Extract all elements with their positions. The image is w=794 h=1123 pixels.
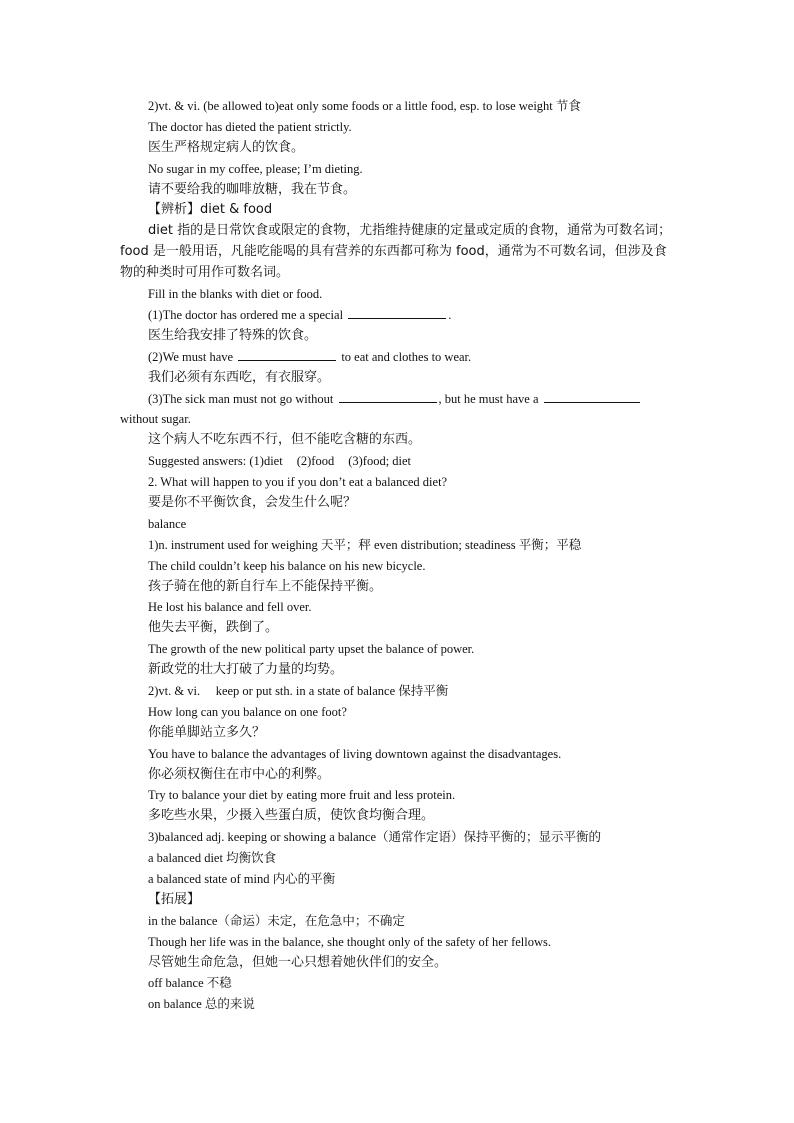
exercise-continuation: without sugar. [120, 412, 191, 427]
translation-line: 新政党的壮大打破了力量的均势。 [148, 662, 344, 678]
translation-line: 我们必须有东西吃，有衣服穿。 [148, 369, 331, 385]
translation-line: 请不要给我的咖啡放糖，我在节食。 [148, 181, 357, 197]
exercise-text: (1)The doctor has ordered me a special [148, 307, 344, 322]
exercise-text: , but he must have a [438, 391, 539, 406]
example-sentence: The growth of the new political party upset the balance of power. [148, 642, 475, 657]
phrase-line: on balance 总的来说 [148, 997, 255, 1012]
translation-line: 你必须权衡住在市中心的利弊。 [148, 766, 331, 782]
phrase-line: a balanced state of mind 内心的平衡 [148, 872, 336, 886]
explanation-paragraph: diet 指的是日常饮食或限定的食物，尤指维持健康的定量或定质的食物，通常为可数名词；food 是一般用语，凡能吃能喝的具有营养的东西都可称为 food，通常为不可数名词，但涉及食物的种类时可用作可数名词。 [120, 223, 672, 281]
section-heading: 【拓展】 [148, 891, 201, 907]
headword: balance [148, 516, 187, 531]
document-body [120, 96, 678, 1015]
exercise-item [148, 347, 678, 368]
question-line: 2. What will happen to you if you don’t eat a balanced diet? [148, 475, 448, 490]
phrase-line: off balance 不稳 [148, 976, 232, 991]
definition-line: 3)balanced adj. keeping or showing a balance（通常作定语）保持平衡的；显示平衡的 [148, 830, 602, 845]
example-sentence: Try to balance your diet by eating more fruit and less protein. [148, 788, 456, 803]
exercise-text: to eat and clothes to wear. [341, 349, 472, 364]
definition-line: 2)vt. & vi. (be allowed to)eat only some foods or a little food, esp. to lose weight 节食 [148, 99, 581, 113]
example-sentence: The doctor has dieted the patient strictly. [148, 119, 352, 134]
exercise-text: (2)We must have [148, 349, 234, 364]
answer-blank[interactable] [339, 390, 437, 403]
answer-blank[interactable] [238, 348, 336, 361]
section-heading: 【辨析】diet & food [148, 202, 273, 218]
translation-line: 他失去平衡，跌倒了。 [148, 620, 279, 636]
translation-line: 这个病人不吃东西不行，但不能吃含糖的东西。 [148, 432, 422, 448]
exercise-instruction: Fill in the blanks with diet or food. [148, 287, 323, 302]
definition-line: 2)vt. & vi. keep or put sth. in a state of balance 保持平衡 [148, 683, 449, 698]
phrase-line: a balanced diet 均衡饮食 [148, 851, 277, 866]
example-sentence: You have to balance the advantages of living downtown against the disadvantages. [148, 746, 562, 761]
example-sentence: The child couldn’t keep his balance on his new bicycle. [148, 558, 426, 573]
example-sentence: How long can you balance on one foot? [148, 704, 347, 719]
translation-line: 医生给我安排了特殊的饮食。 [148, 327, 318, 343]
translation-line: 要是你不平衡饮食，会发生什么呢？ [148, 494, 357, 510]
example-sentence: Though her life was in the balance, she thought only of the safety of her fellows. [148, 934, 552, 949]
translation-line: 多吃些水果，少摄入些蛋白质，使饮食均衡合理。 [148, 808, 435, 824]
answer-blank[interactable] [544, 390, 640, 403]
example-sentence: He lost his balance and fell over. [148, 600, 312, 615]
suggested-answers: Suggested answers: (1)diet (2)food (3)food; diet [148, 454, 412, 469]
exercise-text: . [448, 307, 452, 322]
translation-line: 孩子骑在他的新自行车上不能保持平衡。 [148, 578, 383, 594]
exercise-item [148, 305, 678, 326]
exercise-text: (3)The sick man must not go without [148, 391, 334, 406]
translation-line: 尽管她生命危急，但她一心只想着她伙伴们的安全。 [148, 954, 448, 970]
example-sentence: No sugar in my coffee, please; I’m dieting. [148, 161, 363, 176]
translation-line: 你能单脚站立多久？ [148, 724, 266, 740]
exercise-item [148, 389, 678, 410]
phrase-line: in the balance（命运）未定，在危急中；不确定 [148, 913, 405, 928]
answer-blank[interactable] [348, 306, 446, 319]
translation-line: 医生严格规定病人的饮食。 [148, 139, 305, 155]
definition-line: 1)n. instrument used for weighing 天平；秤 even distribution; steadiness 平衡；平稳 [148, 537, 582, 552]
